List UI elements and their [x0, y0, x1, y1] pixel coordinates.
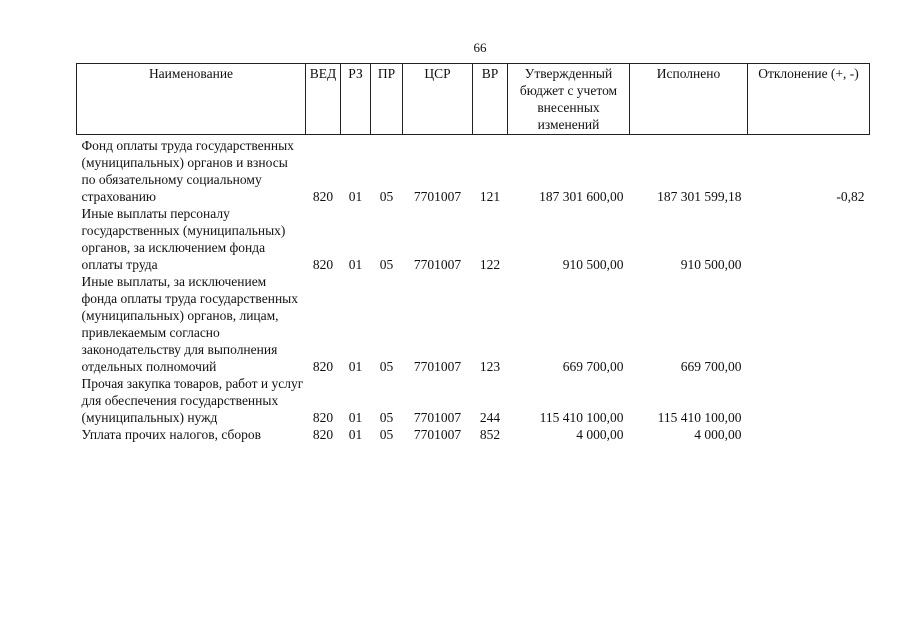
row-rz: 01 — [348, 427, 363, 442]
row-vr: 244 — [479, 410, 501, 425]
row-deviation: -0,82 — [836, 189, 865, 204]
row-approved: 910 500,00 — [562, 257, 624, 272]
row-executed: 4 000,00 — [694, 427, 742, 442]
row-vr: 122 — [479, 257, 501, 272]
header-pr: ПР — [371, 64, 403, 135]
header-name: Наименование — [77, 64, 306, 135]
row-approved: 4 000,00 — [576, 427, 624, 442]
row-executed: 187 301 599,18 — [657, 189, 742, 204]
row-ved: 820 — [312, 359, 334, 374]
header-rz: РЗ — [341, 64, 371, 135]
table-row — [77, 375, 870, 426]
row-ved: 820 — [312, 410, 334, 425]
row-csr: 7701007 — [413, 257, 462, 272]
row-pr: 05 — [379, 359, 394, 374]
row-rz: 01 — [348, 410, 363, 425]
row-approved: 115 410 100,00 — [539, 410, 624, 425]
table-row — [77, 135, 870, 206]
table-row — [77, 273, 870, 375]
table-header — [77, 64, 870, 135]
row-name: Прочая закупка товаров, работ и услуг для обеспечения государственных (муниципальных) нужд — [81, 376, 304, 425]
row-deviation — [748, 375, 870, 426]
row-deviation — [748, 426, 870, 443]
row-pr: 05 — [379, 410, 394, 425]
table-row — [77, 205, 870, 273]
row-csr: 7701007 — [413, 189, 462, 204]
row-rz: 01 — [348, 189, 363, 204]
table-row — [77, 426, 870, 443]
row-csr: 7701007 — [413, 359, 462, 374]
row-rz: 01 — [348, 257, 363, 272]
row-name: Уплата прочих налогов, сборов — [81, 427, 261, 442]
row-executed: 115 410 100,00 — [657, 410, 742, 425]
header-row — [77, 64, 870, 135]
row-executed: 669 700,00 — [680, 359, 742, 374]
row-csr: 7701007 — [413, 427, 462, 442]
row-ved: 820 — [312, 257, 334, 272]
header-csr: ЦСР — [403, 64, 473, 135]
row-vr: 852 — [479, 427, 501, 442]
row-name: Фонд оплаты труда государственных (муниципальных) органов и взносы по обязательному социальному страхованию — [81, 138, 294, 204]
row-ved: 820 — [312, 427, 334, 442]
row-name: Иные выплаты, за исключением фонда оплаты труда государственных (муниципальных) органов, лицам, привлекаемым согласно законодательству для выполнения отдельных полномочий — [81, 274, 298, 374]
header-vr: ВР — [473, 64, 508, 135]
row-pr: 05 — [379, 257, 394, 272]
budget-execution-table — [76, 63, 870, 443]
row-approved: 669 700,00 — [562, 359, 624, 374]
header-approved: Утвержденный бюджет с учетом внесенных изменений — [508, 64, 630, 135]
header-deviation: Отклонение (+, -) — [748, 64, 870, 135]
table-body — [77, 135, 870, 444]
row-pr: 05 — [379, 189, 394, 204]
row-vr: 123 — [479, 359, 501, 374]
row-csr: 7701007 — [413, 410, 462, 425]
row-name: Иные выплаты персоналу государственных (муниципальных) органов, за исключением фонда оплаты труда — [81, 206, 286, 272]
row-ved: 820 — [312, 189, 334, 204]
row-pr: 05 — [379, 427, 394, 442]
row-approved: 187 301 600,00 — [539, 189, 624, 204]
page-number: 66 — [473, 40, 487, 55]
row-deviation — [748, 273, 870, 375]
row-deviation — [748, 205, 870, 273]
header-ved: ВЕД — [306, 64, 341, 135]
row-vr: 121 — [479, 189, 501, 204]
row-rz: 01 — [348, 359, 363, 374]
header-executed: Исполнено — [630, 64, 748, 135]
row-executed: 910 500,00 — [680, 257, 742, 272]
